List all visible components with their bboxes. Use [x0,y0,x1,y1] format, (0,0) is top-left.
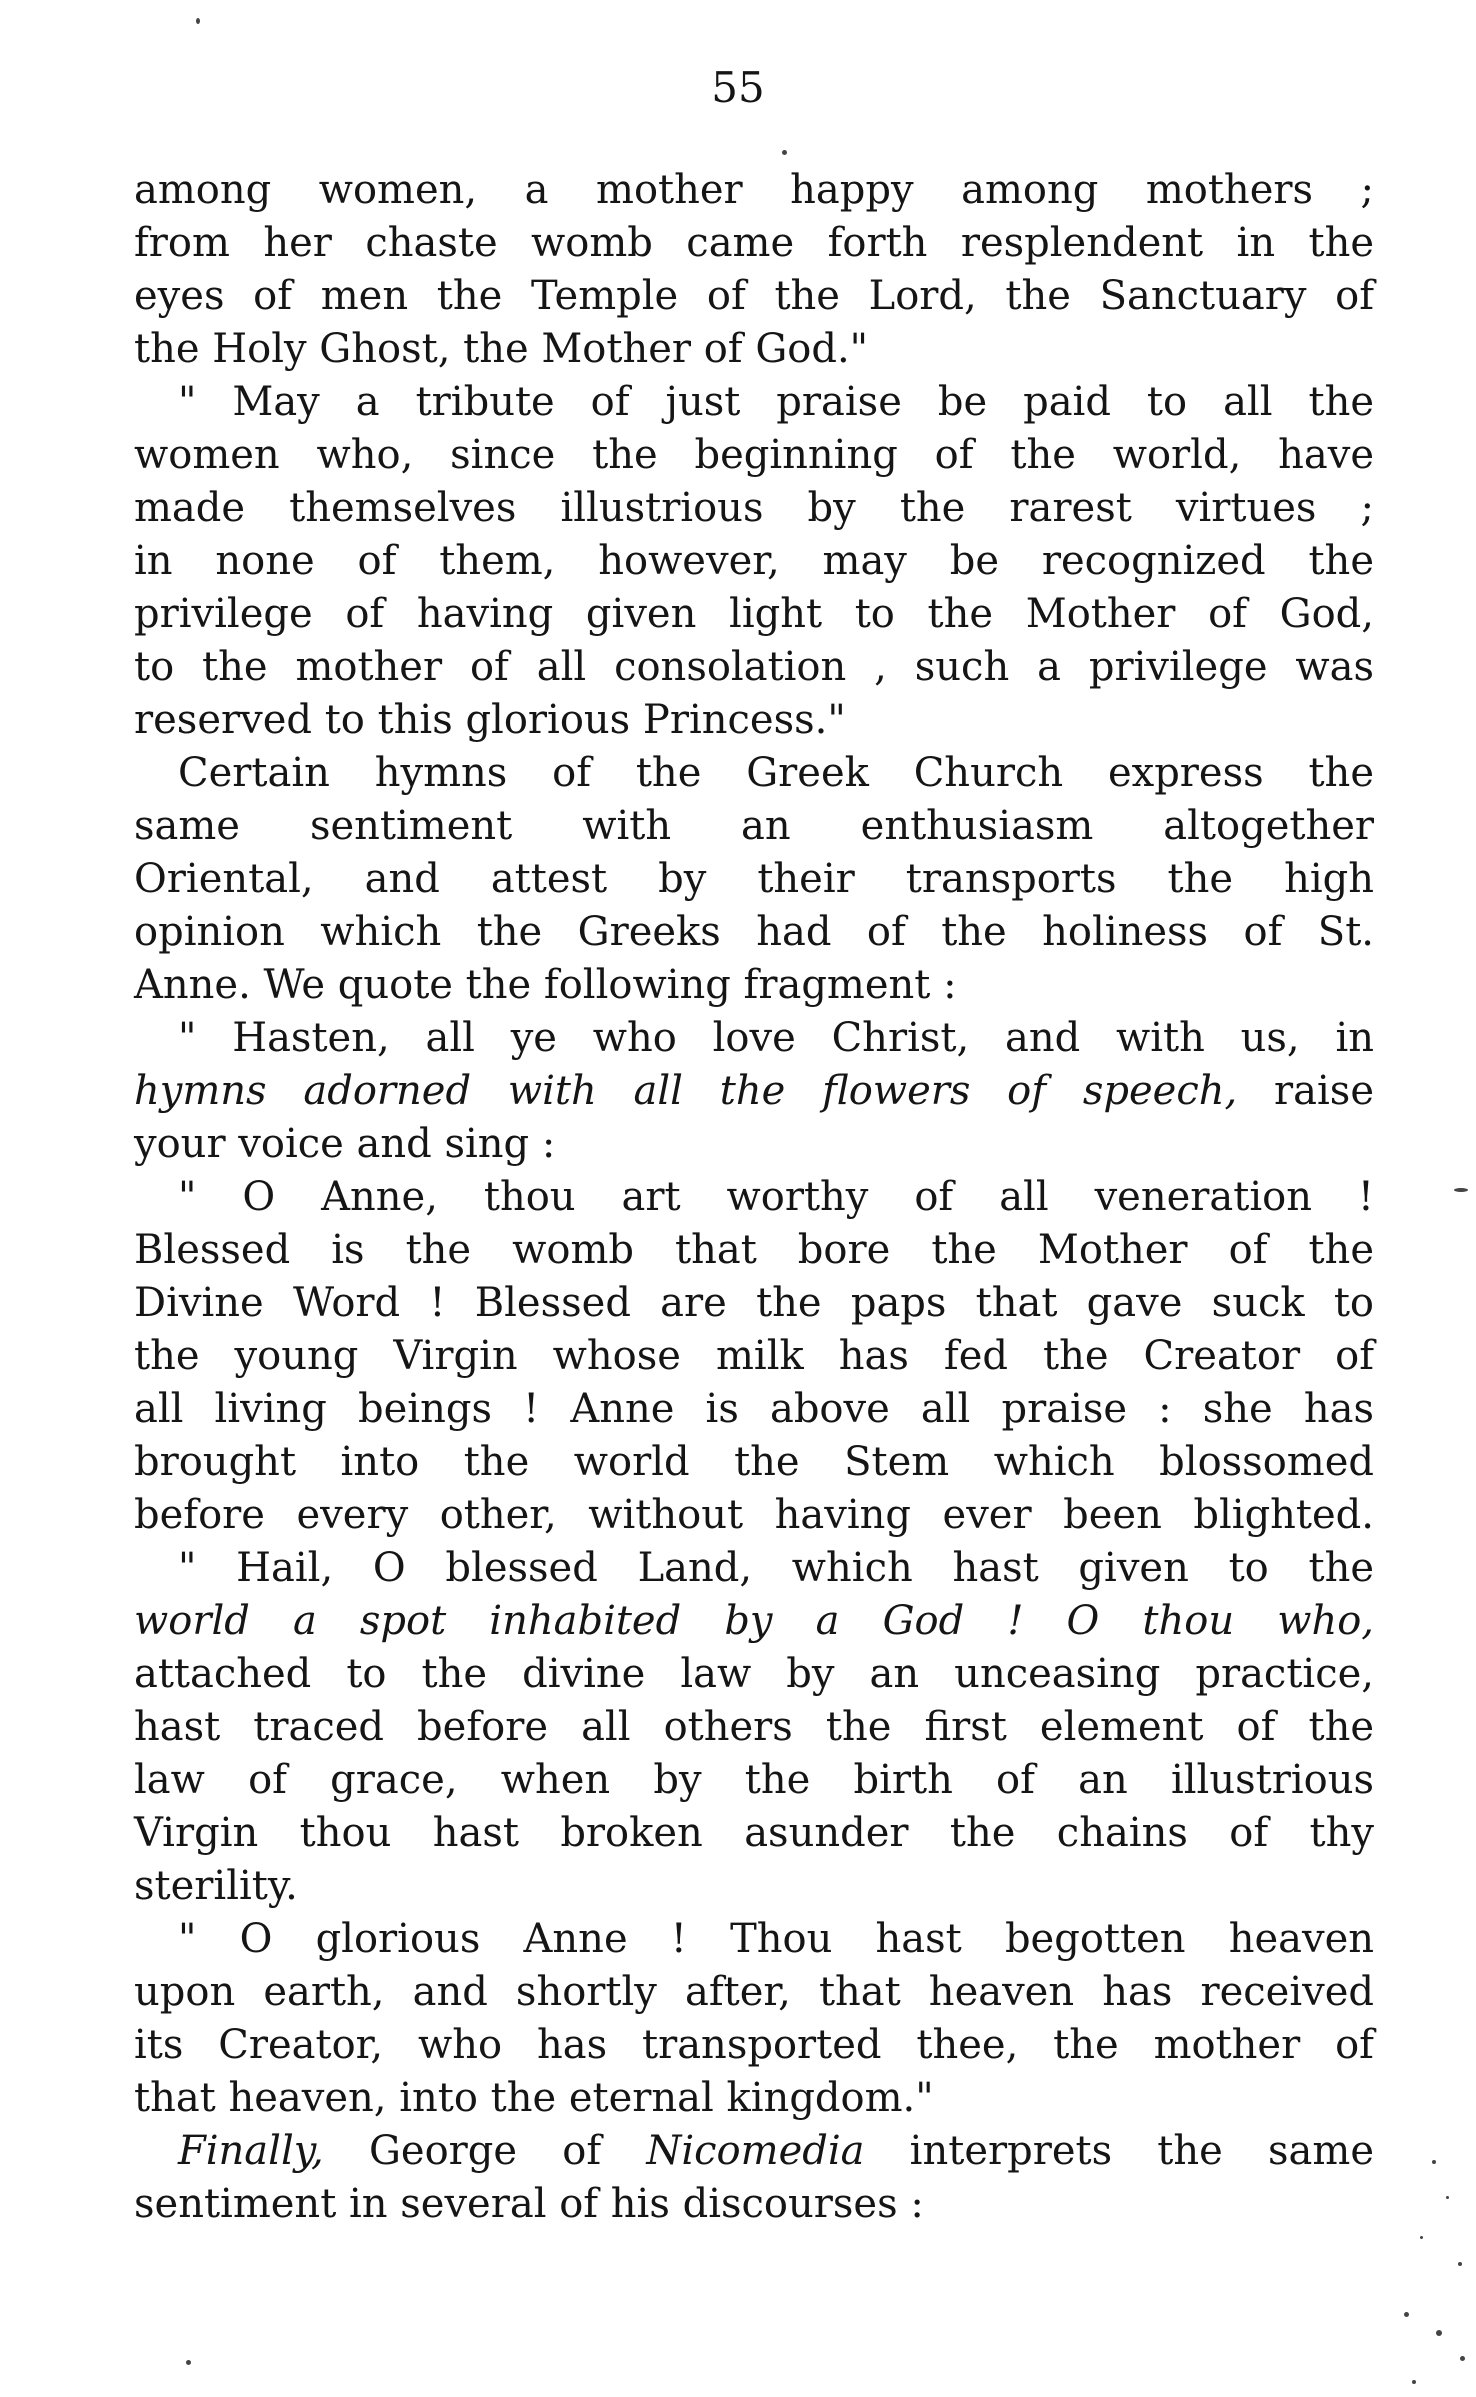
scan-speck [1420,2236,1423,2239]
text-line: " O glorious Anne ! Thou hast begotten heaven [178,1916,1374,1962]
scan-speck [1460,2356,1465,2361]
text-line: " O Anne, thou art worthy of all veneration ! [178,1174,1374,1220]
text-line: Certain hymns of the Greek Church express the [178,750,1374,796]
text-line: from her chaste womb came forth resplendent in the [134,220,1374,266]
text-line: eyes of men the Temple of the Lord, the Sanctuary of [134,273,1374,319]
scan-speck [1432,2160,1436,2164]
text-line: sterility. [134,1863,298,1909]
text-line: world a spot inhabited by a God ! O thou who, [134,1598,1374,1644]
text-line: " May a tribute of just praise be paid to all the [178,379,1374,425]
text-line: Divine Word ! Blessed are the paps that gave suck to [134,1280,1374,1326]
text-line [134,2125,1374,2178]
text-line: " Hail, O blessed Land, which hast given to the [178,1545,1374,1591]
italic-phrase: hymns adorned with all the flowers of speech, [134,1068,1238,1114]
text-line: the Holy Ghost, the Mother of God." [134,326,869,372]
text-line: Virgin thou hast broken asunder the chains of thy [134,1810,1374,1856]
scan-speck [1458,2262,1462,2266]
scan-speck [1446,2196,1449,2199]
text-line: " Hasten, all ye who love Christ, and with us, in [178,1015,1374,1061]
text-line: Anne. We quote the following fragment : [134,962,957,1008]
text-line: attached to the divine law by an unceasing practice, [134,1651,1374,1697]
text-line: all living beings ! Anne is above all praise : she has [134,1386,1374,1432]
scan-speck [1436,2330,1442,2336]
text-line: that heaven, into the eternal kingdom." [134,2075,934,2121]
text-line [134,1065,1374,1118]
scan-speck [186,2360,191,2365]
text-line: hast traced before all others the first element of the [134,1704,1374,1750]
text-line: your voice and sing : [134,1121,556,1167]
page-number: 55 [711,63,765,112]
text-line: Oriental, and attest by their transports the high [134,856,1374,902]
text-line: reserved to this glorious Princess." [134,697,846,743]
text-line: opinion which the Greeks had of the holiness of St. [134,909,1374,955]
text-line: upon earth, and shortly after, that heaven has received [134,1969,1374,2015]
text-line: law of grace, when by the birth of an illustrious [134,1757,1374,1803]
italic-word: Finally, [178,2128,324,2174]
text-line: the young Virgin whose milk has fed the Creator of [134,1333,1374,1379]
text-fragment: interprets the same [864,2128,1374,2174]
text-line: before every other, without having ever been blighted. [134,1492,1374,1538]
text-fragment: raise [1237,1068,1374,1114]
text-line: in none of them, however, may be recognized the [134,538,1374,584]
body-text [134,164,1374,2231]
scan-speck [196,18,200,24]
scan-speck [1412,2380,1416,2384]
text-line: brought into the world the Stem which blossomed [134,1439,1374,1485]
text-line: its Creator, who has transported thee, the mother of [134,2022,1374,2068]
text-line: privilege of having given light to the Mother of God, [134,591,1374,637]
text-line: to the mother of all consolation , such a privilege was [134,644,1374,690]
scan-speck [1404,2312,1409,2317]
text-line: sentiment in several of his discourses : [134,2181,924,2227]
scan-speck [1454,1188,1468,1192]
scan-speck [782,150,787,155]
text-line: Blessed is the womb that bore the Mother of the [134,1227,1374,1273]
italic-word: Nicomedia [646,2128,865,2174]
text-line: same sentiment with an enthusiasm altogether [134,803,1374,849]
text-line: among women, a mother happy among mothers ; [134,167,1374,213]
text-line: made themselves illustrious by the rarest virtues ; [134,485,1374,531]
text-line: women who, since the beginning of the world, have [134,432,1374,478]
text-fragment: George of [323,2128,647,2174]
